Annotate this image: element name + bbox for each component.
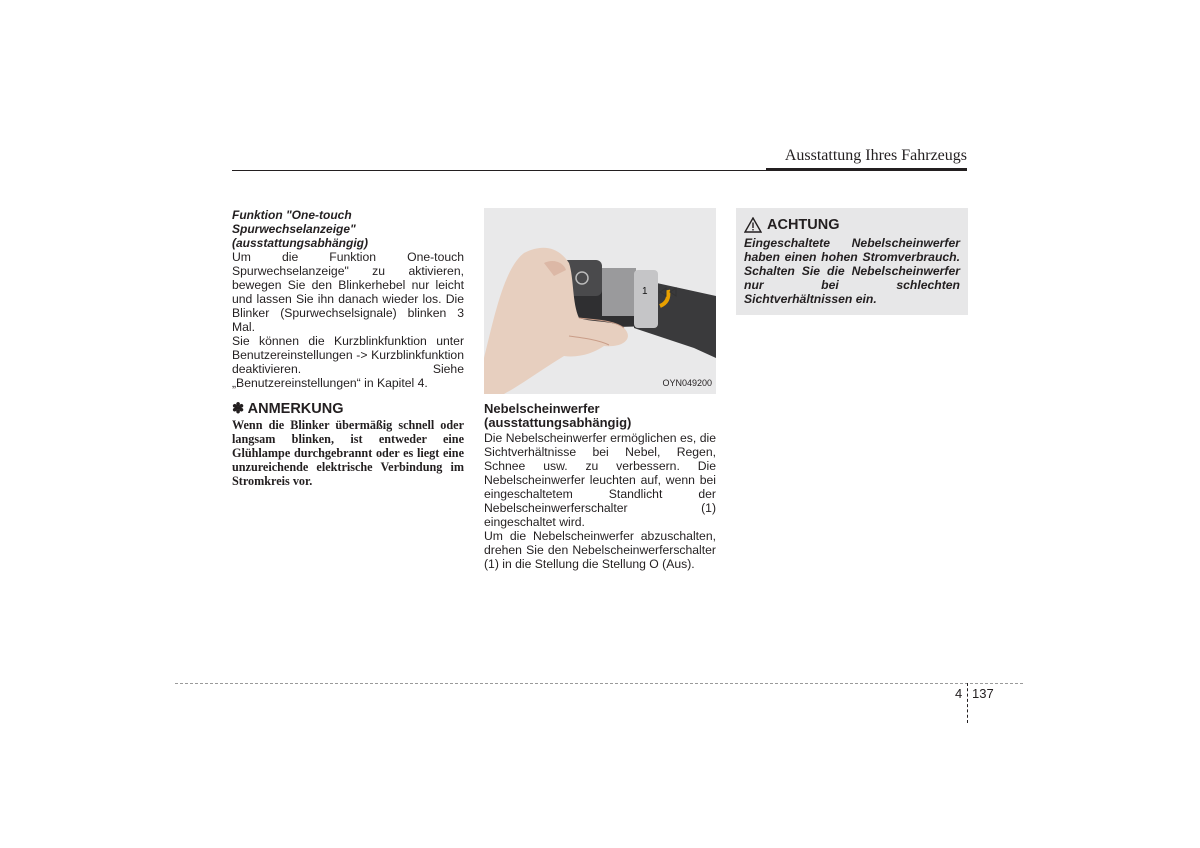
- warning-triangle-icon: [744, 217, 762, 233]
- warning-title-row: [744, 216, 960, 234]
- note-heading: ✽ ANMERKUNG: [232, 401, 344, 417]
- running-header: Ausstattung Ihres Fahrzeugs: [784, 147, 967, 164]
- fog-light-paragraph: Die Nebelscheinwerfer ermöglichen es, die Sichtverhältnisse bei Nebel, Regen, Schnee usw. zu verbessern. Die Nebelscheinwerfer leuchten auf, wenn bei eingeschaltetem Standlicht der Nebelscheinwerferschalter (1) eingeschaltet wird.: [484, 431, 716, 529]
- page-number: 137: [972, 686, 994, 701]
- header-rule-accent: [766, 168, 967, 171]
- left-column: [232, 208, 464, 488]
- one-touch-subheading: Funktion "One-touch Spurwechselanzeige" (ausstattungsabhängig): [232, 208, 369, 250]
- short-blink-paragraph: Sie können die Kurzblinkfunktion unter Benutzereinstellungen -> Kurzblinkfunktion deaktivieren. Siehe „Benutzereinstellungen“ in Kapitel 4.: [232, 334, 464, 390]
- one-touch-paragraph: Um die Funktion One-touch Spurwechselanzeige" zu aktivieren, bewegen Sie den Blinkerhebel nur leicht und lassen Sie ihn danach wieder los. Die Blinker (Spurwechselsignale) blinken 3 Mal.: [232, 250, 464, 334]
- footer-divider: [967, 683, 968, 723]
- note-text: Wenn die Blinker übermäßig schnell oder langsam blinken, ist entweder eine Glühlampe durchgebrannt oder es liegt eine unzureichende elektrische Verbindung im Stromkreis vor.: [232, 418, 464, 488]
- hand-on-lever-illustration: [484, 208, 716, 394]
- warning-text: Eingeschaltete Nebelscheinwerfer haben einen hohen Stromverbrauch. Schalten Sie die Nebelscheinwerfer nur bei schlechten Sichtverhältnissen ein.: [744, 236, 960, 306]
- warning-title: ACHTUNG: [767, 217, 840, 233]
- middle-column: [484, 208, 716, 571]
- svg-text:1: 1: [642, 286, 648, 297]
- fog-light-off-paragraph: Um die Nebelscheinwerfer abzuschalten, drehen Sie den Nebelscheinwerferschalter (1) in die Stellung die Stellung O (Aus).: [484, 529, 716, 571]
- chapter-number: 4: [955, 686, 963, 701]
- right-column: [736, 208, 968, 315]
- figure-code: OYN049200: [662, 378, 712, 388]
- warning-box: [736, 208, 968, 315]
- fog-light-switch-figure: [484, 208, 716, 394]
- fog-light-heading: Nebelscheinwerfer (ausstattungsabhängig): [484, 401, 632, 430]
- footer-rule: [175, 683, 1023, 684]
